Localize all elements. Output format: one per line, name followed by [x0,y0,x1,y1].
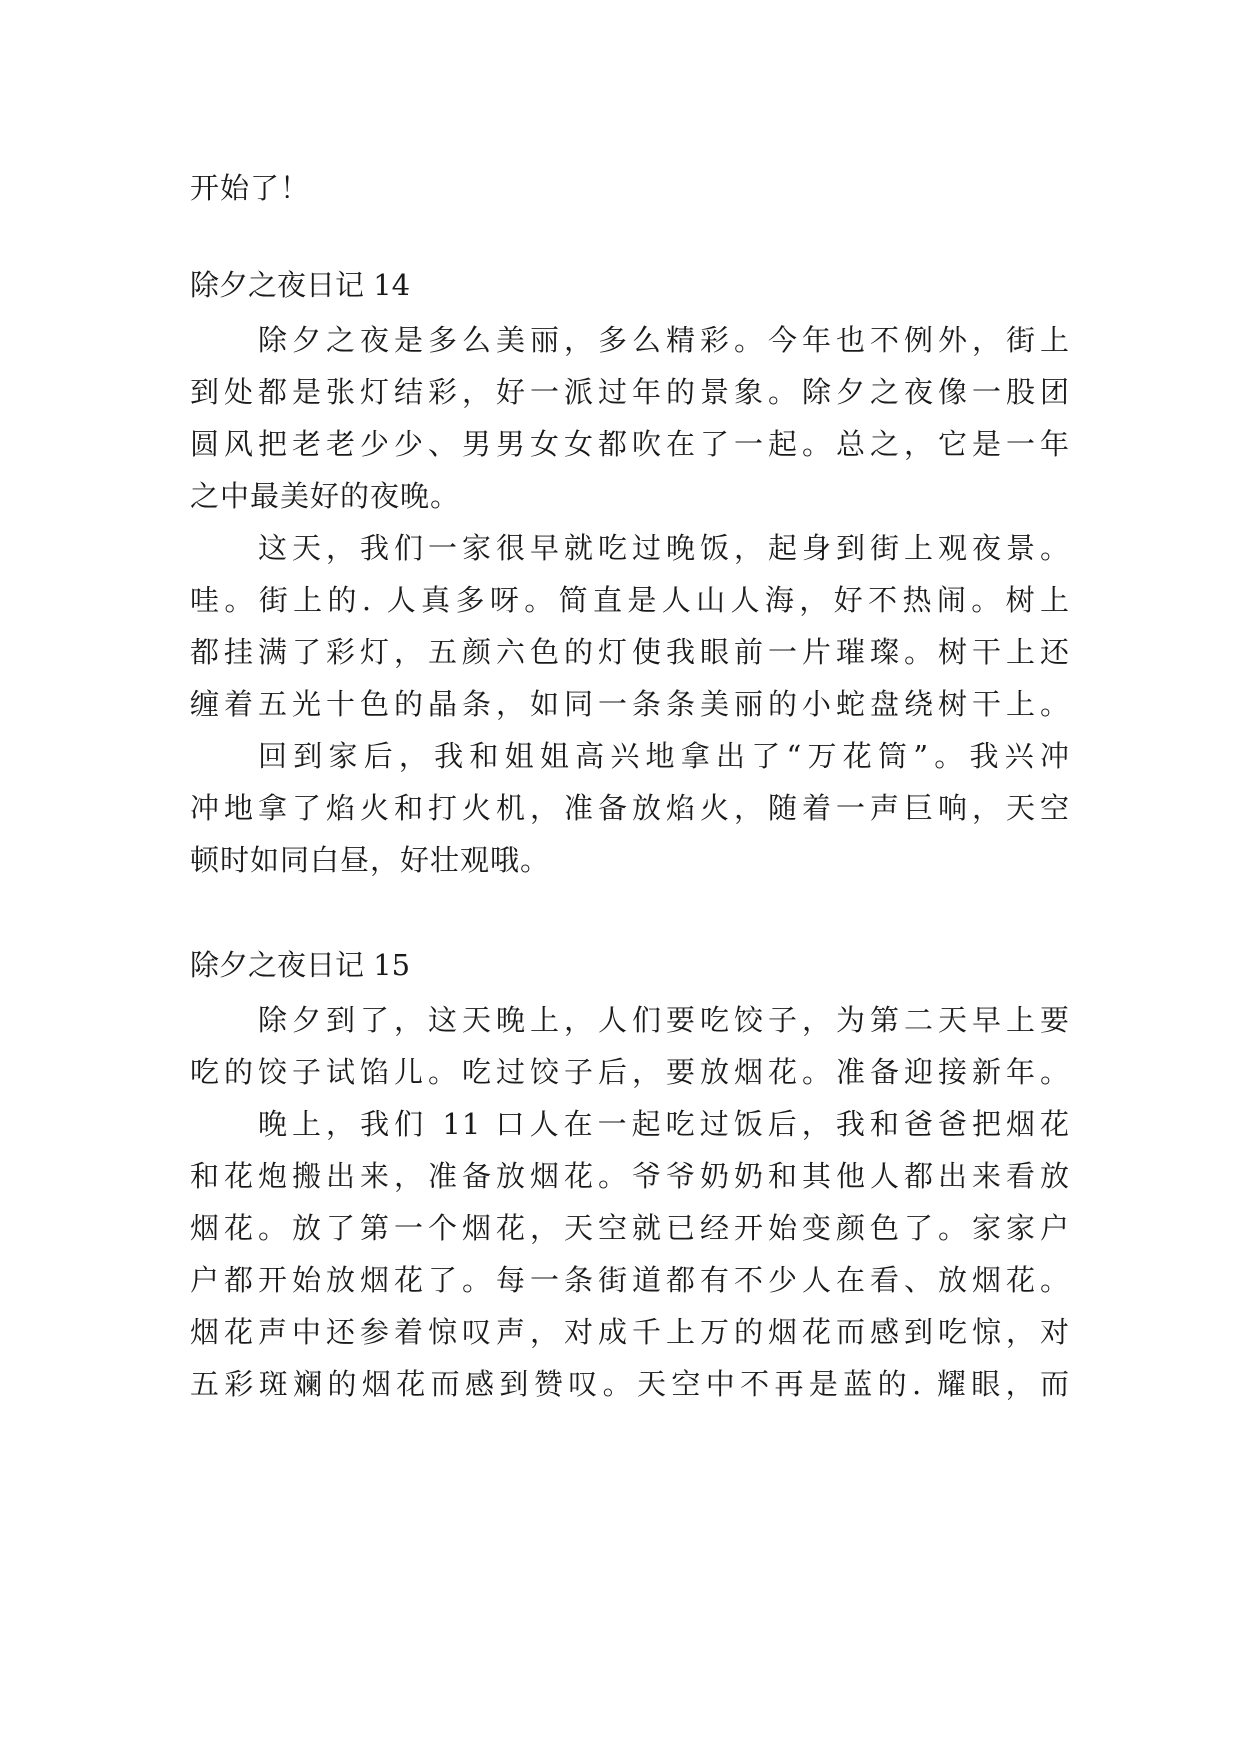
paragraph-line: 回到家后，我和姐姐高兴地拿出了“万花筒”。我兴冲 [258,739,1070,773]
section-heading: 除夕之夜日记 14 [190,268,411,302]
paragraph-line: 之中最美好的夜晚。 [190,479,461,513]
paragraph-line: 烟花。放了第一个烟花，天空就已经开始变颜色了。家家户 [190,1211,1070,1245]
paragraph-line: 冲地拿了焰火和打火机，准备放焰火，随着一声巨响，天空 [190,791,1070,825]
section-heading: 除夕之夜日记 15 [190,948,411,982]
paragraph-line: 户都开始放烟花了。每一条街道都有不少人在看、放烟花。 [190,1263,1070,1297]
paragraph-line: 除夕之夜是多么美丽，多么精彩。今年也不例外，街上 [258,323,1070,357]
paragraph-line: 圆风把老老少少、男男女女都吹在了一起。总之，它是一年 [190,427,1070,461]
paragraph-line: 晚上，我们 11 口人在一起吃过饭后，我和爸爸把烟花 [258,1107,1070,1141]
paragraph-line: 顿时如同白昼，好壮观哦。 [190,843,551,877]
paragraph-line: 烟花声中还参着惊叹声，对成千上万的烟花而感到吃惊，对 [190,1315,1070,1349]
paragraph-line: 都挂满了彩灯，五颜六色的灯使我眼前一片璀璨。树干上还 [190,635,1070,669]
paragraph-line: 到处都是张灯结彩，好一派过年的景象。除夕之夜像一股团 [190,375,1070,409]
paragraph-line: 哇。街上的. 人真多呀。简直是人山人海，好不热闹。树上 [190,583,1070,617]
paragraph-line: 缠着五光十色的晶条，如同一条条美丽的小蛇盘绕树干上。 [190,687,1070,721]
continuation-text: 开始了！ [190,171,311,205]
paragraph-line: 和花炮搬出来，准备放烟花。爷爷奶奶和其他人都出来看放 [190,1159,1070,1193]
paragraph-line: 吃的饺子试馅儿。吃过饺子后，要放烟花。准备迎接新年。 [190,1055,1070,1089]
paragraph-line: 除夕到了，这天晚上，人们要吃饺子，为第二天早上要 [258,1003,1070,1037]
paragraph-line: 五彩斑斓的烟花而感到赞叹。天空中不再是蓝的. 耀眼，而 [190,1367,1070,1401]
paragraph-line: 这天，我们一家很早就吃过晚饭，起身到街上观夜景。 [258,531,1070,565]
